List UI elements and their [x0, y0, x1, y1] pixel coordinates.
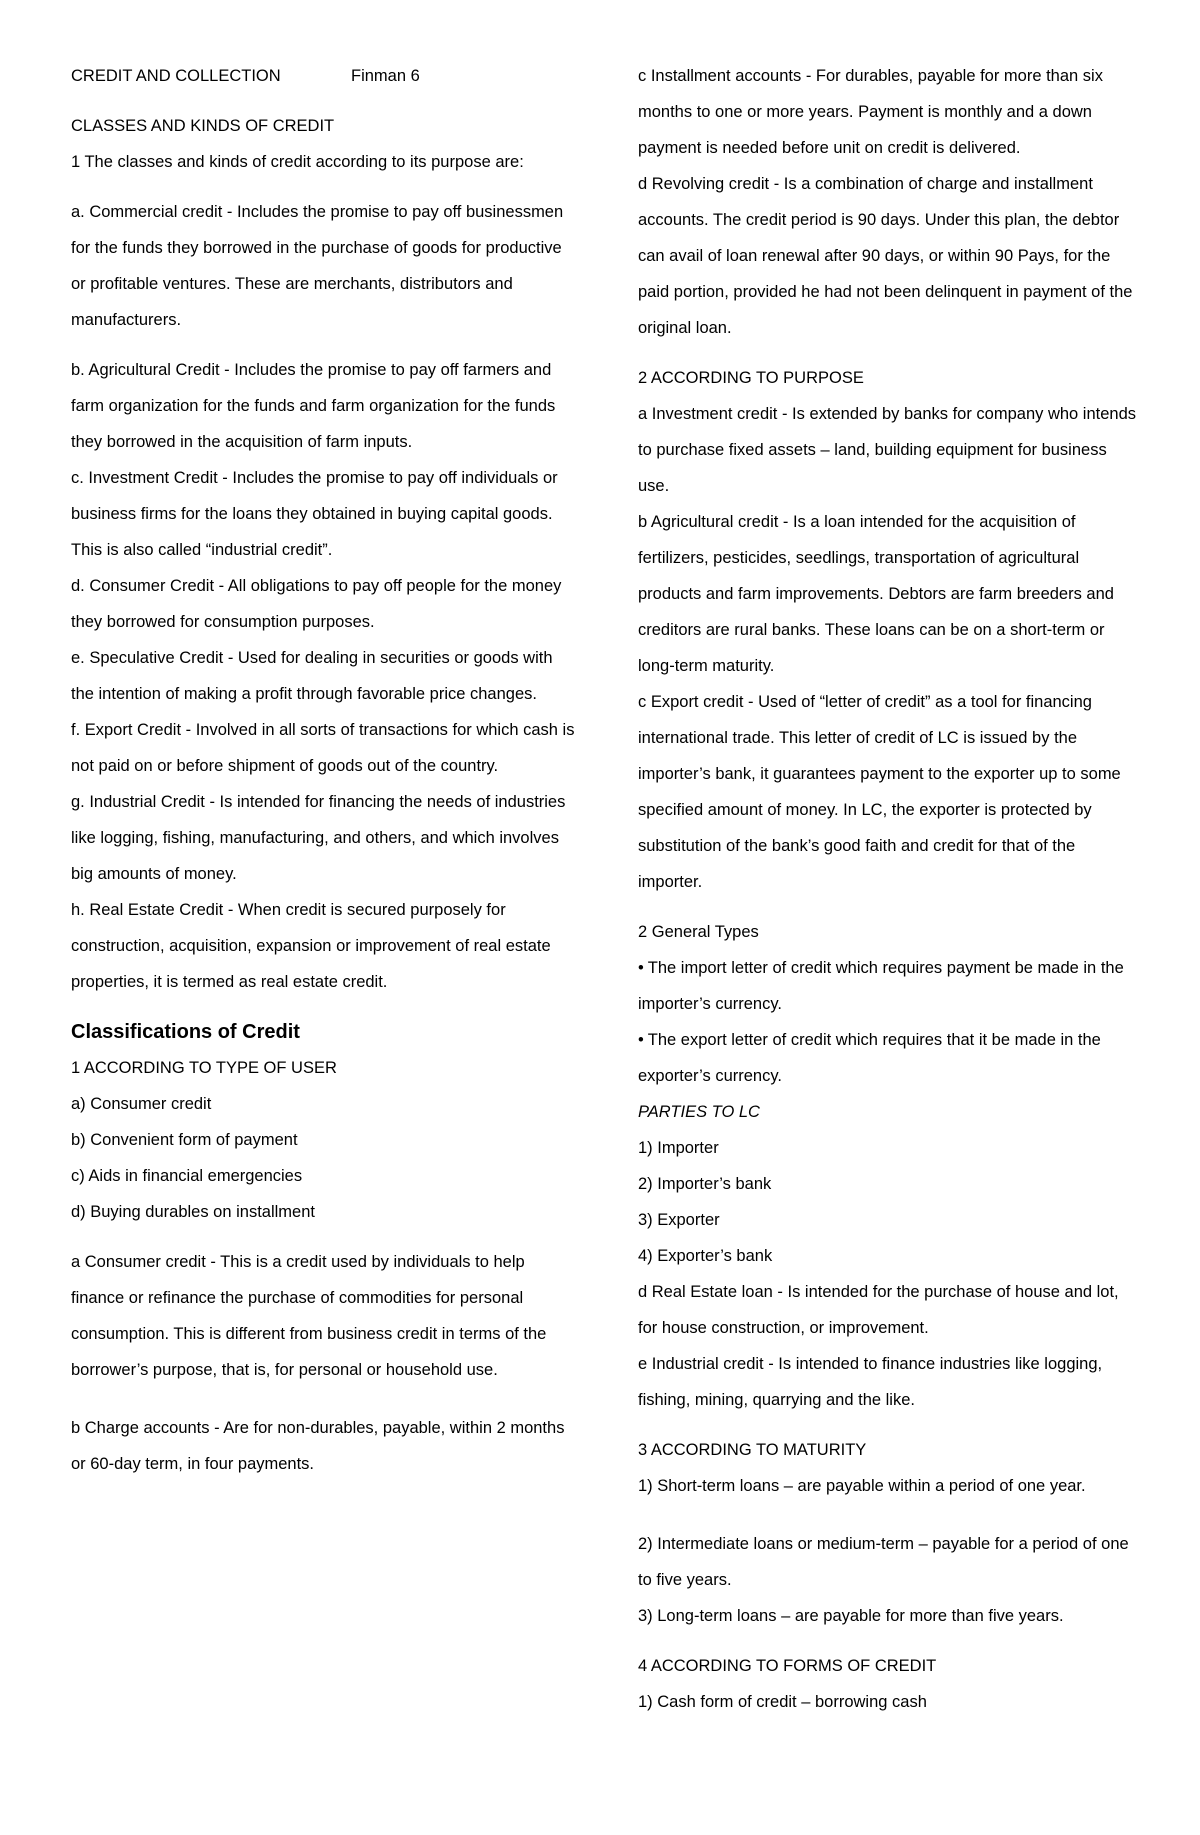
by-user-item: a) Consumer credit — [71, 1095, 212, 1113]
cash-form-item: 1) Cash form of credit – borrowing cash — [638, 1693, 927, 1711]
header-subject: CREDIT AND COLLECTION — [71, 67, 281, 85]
section-title: CLASSES AND KINDS OF CREDIT — [71, 117, 335, 135]
credit-kind-item: g. Industrial Credit - Is intended for financing the needs of industries like logging, fishing, manufacturing, and others, and which involves big amounts of money. — [71, 793, 566, 883]
left-column — [71, 58, 577, 1482]
general-type-item: • The import letter of credit which requires payment be made in the importer’s currency. — [638, 950, 1138, 1022]
by-user-item: b) Convenient form of payment — [71, 1131, 298, 1149]
long-term-item: 3) Long-term loans – are payable for more than five years. — [638, 1607, 1064, 1625]
consumer-credit-paragraph: a Consumer credit - This is a credit used by individuals to help finance or refinance the purchase of commodities for personal consumption. This is different from business credit in terms of the borrower’s purpose, that is, for personal or household use. — [71, 1253, 547, 1379]
intermediate-item: 2) Intermediate loans or medium-term – payable for a period of one to five years. — [638, 1535, 1129, 1589]
intro-paragraph: 1 The classes and kinds of credit according to its purpose are: — [71, 153, 524, 171]
by-user-title: 1 ACCORDING TO TYPE OF USER — [71, 1059, 337, 1077]
parties-title: PARTIES TO LC — [638, 1103, 760, 1121]
credit-kind-item: f. Export Credit - Involved in all sorts of transactions for which cash is not paid on or before shipment of goods out of the country. — [71, 721, 575, 775]
by-forms-title: 4 ACCORDING TO FORMS OF CREDIT — [638, 1657, 937, 1675]
export-paragraph: c Export credit - Used of “letter of credit” as a tool for financing international trade. This letter of credit of LC is issued by the importer’s bank, it guarantees payment to the exporter up to some specified amount of money. In LC, the exporter is protected by substitution of the bank’s good faith and credit for that of the importer. — [638, 693, 1121, 891]
installment-paragraph: c Installment accounts - For durables, payable for more than six months to one or more years. Payment is monthly and a down payment is needed before unit on credit is delivered. — [638, 67, 1103, 157]
by-user-item: c) Aids in financial emergencies — [71, 1167, 303, 1185]
credit-kind-item: c. Investment Credit - Includes the promise to pay off individuals or business firms for the loans they obtained in buying capital goods. — [71, 469, 558, 523]
real-estate-paragraph: d Real Estate loan - Is intended for the purchase of house and lot, for house construction, or improvement. — [638, 1283, 1119, 1337]
credit-kind-item: h. Real Estate Credit - When credit is secured purposely for construction, acquisition, expansion or improvement of real estate properties, it is termed as real estate credit. — [71, 901, 551, 991]
credit-kind-note: This is also called “industrial credit”. — [71, 541, 333, 559]
right-column — [638, 58, 1138, 1720]
agricultural-paragraph: b Agricultural credit - Is a loan intended for the acquisition of fertilizers, pesticides, seedlings, transportation of agricultural products and farm improvements. Debtors are farm breeders and creditors are rural banks. These loans can be on a short-term or long-term maturity. — [638, 513, 1114, 675]
classifications-heading: Classifications of Credit — [71, 1021, 300, 1043]
credit-kind-item: d. Consumer Credit - All obligations to pay off people for the money they borrowed for consumption purposes. — [71, 577, 562, 631]
revolving-paragraph: d Revolving credit - Is a combination of charge and installment accounts. The credit period is 90 days. Under this plan, the debtor can avail of loan renewal after 90 days, or within 90 Pays, for the paid portion, provided he had not been delinquent in payment of the original loan. — [638, 175, 1133, 337]
header-course: Finman 6 — [351, 67, 420, 85]
party-item: 4) Exporter’s bank — [638, 1247, 773, 1265]
general-types-title: 2 General Types — [638, 923, 759, 941]
by-maturity-title: 3 ACCORDING TO MATURITY — [638, 1441, 867, 1459]
credit-kind-item: a. Commercial credit - Includes the promise to pay off businessmen for the funds they borrowed in the purchase of goods for productive or profitable ventures. These are merchants, distributors and manufacturers. — [71, 203, 564, 329]
industrial-paragraph: e Industrial credit - Is intended to finance industries like logging, fishing, mining, quarrying and the like. — [638, 1355, 1103, 1409]
general-type-item: • The export letter of credit which requires that it be made in the exporter’s currency. — [638, 1022, 1138, 1094]
credit-kind-item: b. Agricultural Credit - Includes the promise to pay off farmers and farm organization for the funds and farm organization for the funds they borrowed in the acquisition of farm inputs. — [71, 361, 556, 451]
credit-kind-item: e. Speculative Credit - Used for dealing in securities or goods with the intention of making a profit through favorable price changes. — [71, 649, 553, 703]
by-purpose-title: 2 ACCORDING TO PURPOSE — [638, 369, 864, 387]
short-term-item: 1) Short-term loans – are payable within a period of one year. — [638, 1477, 1086, 1495]
charge-accounts-paragraph: b Charge accounts - Are for non-durables, payable, within 2 months or 60-day term, in four payments. — [71, 1419, 565, 1473]
investment-paragraph: a Investment credit - Is extended by banks for company who intends to purchase fixed assets – land, building equipment for business use. — [638, 405, 1137, 495]
document-header — [71, 58, 577, 94]
party-item: 1) Importer — [638, 1139, 719, 1157]
by-user-item: d) Buying durables on installment — [71, 1203, 315, 1221]
party-item: 2) Importer’s bank — [638, 1175, 772, 1193]
party-item: 3) Exporter — [638, 1211, 720, 1229]
